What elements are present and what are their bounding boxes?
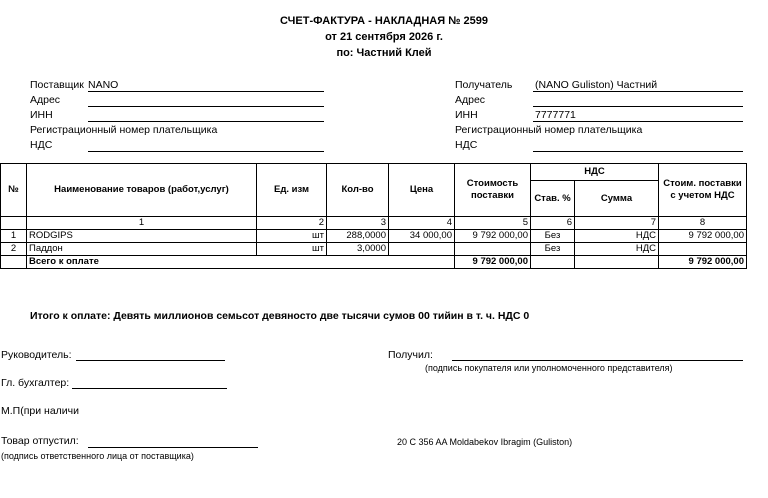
received-label: Получил: — [388, 349, 433, 361]
released-signature-line — [88, 447, 258, 448]
total-with-nds: 9 792 000,00 — [659, 256, 747, 269]
col-header-num: № — [1, 164, 27, 217]
row-nds-rate: Без — [531, 230, 575, 243]
recipient-address-label: Адрес — [455, 94, 486, 106]
supplier-value: NANO — [88, 79, 119, 91]
col-header-cost: Стоимость поставки — [455, 164, 531, 217]
col-header-nds-sum: Сумма — [575, 181, 659, 217]
recipient-value: (NANO Guliston) Частний — [535, 79, 658, 91]
total-in-words: Итого к оплате: Девять миллионов семьсот девяносто две тысячи сумов 00 тийин в т. ч. НДС 0 — [30, 310, 530, 322]
accountant-label: Гл. бухгалтер: — [1, 377, 70, 389]
col-header-unit: Ед. изм — [257, 164, 327, 217]
recipient-inn-label: ИНН — [455, 109, 478, 121]
row-unit: шт — [257, 243, 327, 256]
invoice-date: от 21 сентября 2026 г. — [325, 31, 443, 43]
recipient-inn-underline — [533, 121, 743, 122]
recipient-underline — [533, 91, 743, 92]
released-note: (подпись ответственного лица от поставщика) — [1, 451, 194, 461]
table-row — [1, 230, 747, 243]
col-header-price: Цена — [389, 164, 455, 217]
supplier-inn-underline — [88, 121, 324, 122]
received-signature-line — [452, 360, 743, 361]
row-total — [659, 243, 747, 256]
row-nds-rate: Без — [531, 243, 575, 256]
col-header-name: Наименование товаров (работ,услуг) — [27, 164, 257, 217]
total-label: Всего к оплате — [27, 256, 455, 269]
row-cost — [455, 243, 531, 256]
supplier-label: Поставщик — [30, 79, 84, 91]
column-number-row — [1, 217, 747, 230]
director-label: Руководитель: — [1, 349, 72, 361]
row-cost: 9 792 000,00 — [455, 230, 531, 243]
col-header-total: Стоим. поставки с учетом НДС — [659, 164, 747, 217]
row-qty: 288,0000 — [327, 230, 389, 243]
col-number: 8 — [659, 217, 747, 230]
row-num: 1 — [1, 230, 27, 243]
recipient-label: Получатель — [455, 79, 513, 91]
row-unit: шт — [257, 230, 327, 243]
col-number: 7 — [575, 217, 659, 230]
row-nds-sum: НДС — [575, 230, 659, 243]
row-nds-sum: НДС — [575, 243, 659, 256]
invoice-basis: по: Частний Клей — [336, 47, 432, 59]
row-price — [389, 243, 455, 256]
total-cost: 9 792 000,00 — [455, 256, 531, 269]
stamp-label: М.П(при наличи — [1, 405, 79, 417]
driver-info: 20 C 356 AA Moldabekov Ibragim (Guliston) — [397, 437, 573, 447]
col-number: 3 — [327, 217, 389, 230]
released-label: Товар отпустил: — [1, 435, 79, 447]
recipient-address-underline — [533, 106, 743, 107]
received-note: (подпись покупателя или уполномоченного представителя) — [425, 363, 673, 373]
row-name: RODGIPS — [27, 230, 257, 243]
director-signature-line — [76, 360, 225, 361]
row-qty: 3,0000 — [327, 243, 389, 256]
col-number: 2 — [257, 217, 327, 230]
supplier-underline — [88, 91, 324, 92]
supplier-nds-underline — [88, 151, 324, 152]
col-number: 4 — [389, 217, 455, 230]
recipient-reg-label: Регистрационный номер плательщика — [455, 124, 643, 136]
row-price: 34 000,00 — [389, 230, 455, 243]
row-name: Паддон — [27, 243, 257, 256]
supplier-nds-label: НДС — [30, 139, 53, 151]
col-header-nds: НДС — [531, 164, 659, 181]
accountant-signature-line — [72, 388, 227, 389]
supplier-address-label: Адрес — [30, 94, 61, 106]
recipient-nds-underline — [533, 151, 743, 152]
col-number: 1 — [27, 217, 257, 230]
total-row — [1, 256, 747, 269]
row-num: 2 — [1, 243, 27, 256]
row-total: 9 792 000,00 — [659, 230, 747, 243]
col-number: 6 — [531, 217, 575, 230]
col-header-nds-rate: Став. % — [531, 181, 575, 217]
supplier-address-underline — [88, 106, 324, 107]
recipient-nds-label: НДС — [455, 139, 478, 151]
invoice-title: СЧЕТ-ФАКТУРА - НАКЛАДНАЯ № 2599 — [280, 15, 488, 27]
supplier-reg-label: Регистрационный номер плательщика — [30, 124, 218, 136]
col-header-qty: Кол-во — [327, 164, 389, 217]
table-row — [1, 243, 747, 256]
recipient-inn-value: 7777771 — [535, 109, 576, 121]
invoice-table — [0, 163, 747, 269]
col-number: 5 — [455, 217, 531, 230]
supplier-inn-label: ИНН — [30, 109, 53, 121]
